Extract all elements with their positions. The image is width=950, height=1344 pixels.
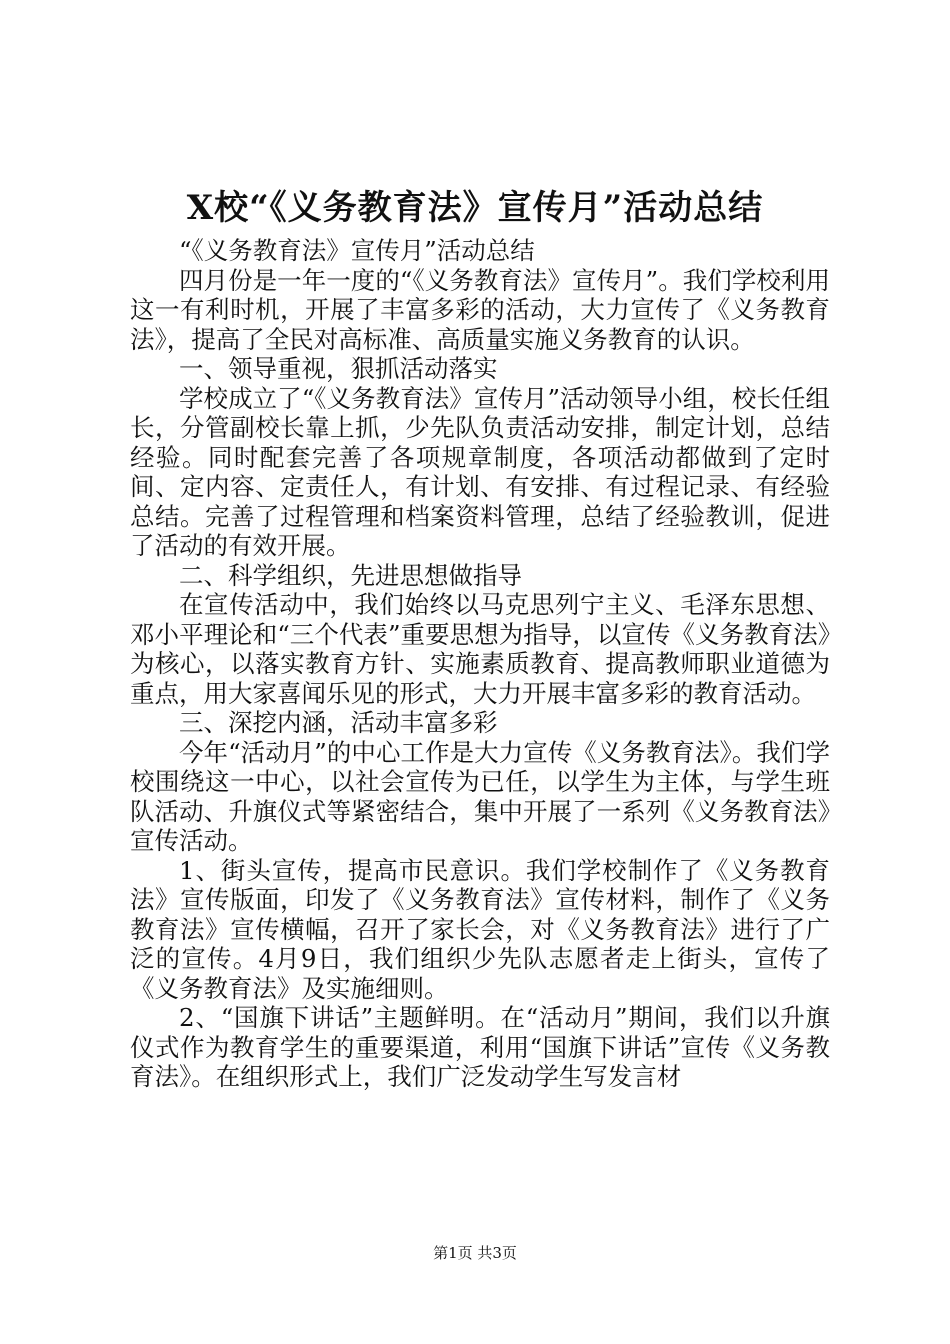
document-body [130, 236, 830, 1092]
paragraph: 2、“国旗下讲话”主题鲜明。在“活动月”期间，我们以升旗仪式作为教育学生的重要渠道，利用“国旗下讲话”宣传《义务教育法》。在组织形式上，我们广泛发动学生写发言材 [130, 1003, 830, 1091]
paragraph: 四月份是一年一度的“《义务教育法》宣传月”。我们学校利用这一有利时机，开展了丰富多彩的活动，大力宣传了《义务教育法》，提高了全民对高标准、高质量实施义务教育的认识。 [130, 265, 830, 354]
paragraph: 在宣传活动中，我们始终以马克思列宁主义、毛泽东思想、邓小平理论和“三个代表”重要思想为指导，以宣传《义务教育法》为核心，以落实教育方针、实施素质教育、提高教师职业道德为重点，用大家喜闻乐见的形式，大力开展丰富多彩的教育活动。 [130, 590, 830, 708]
document-title: X校“《义务教育法》宣传月”活动总结 [186, 188, 764, 228]
paragraph: 1、街头宣传，提高市民意识。我们学校制作了《义务教育法》宣传版面，印发了《义务教育法》宣传材料，制作了《义务教育法》宣传横幅，召开了家长会，对《义务教育法》进行了广泛的宣传。4月9日，我们组织少先队志愿者走上街头，宣传了《义务教育法》及实施细则。 [130, 855, 830, 1003]
page-number-footer: 第1页 共3页 [433, 1244, 517, 1262]
paragraph: 学校成立了“《义务教育法》宣传月”活动领导小组，校长任组长，分管副校长靠上抓，少先队负责活动安排，制定计划，总结经验。同时配套完善了各项规章制度，各项活动都做到了定时间、定内容、定责任人，有计划、有安排、有过程记录、有经验总结。完善了过程管理和档案资料管理，总结了经验教训，促进了活动的有效开展。 [130, 383, 830, 560]
section-heading: 一、领导重视，狠抓活动落实 [179, 354, 498, 383]
section-heading: 二、科学组织，先进思想做指导 [179, 560, 522, 590]
paragraph: 今年“活动月”的中心工作是大力宣传《义务教育法》。我们学校围绕这一中心，以社会宣传为已任，以学生为主体，与学生班队活动、升旗仪式等紧密结合，集中开展了一系列《义务教育法》宣传活动。 [130, 737, 830, 855]
paragraph-subtitle: “《义务教育法》宣传月”活动总结 [179, 236, 535, 265]
section-heading: 三、深挖内涵，活动丰富多彩 [179, 708, 498, 737]
